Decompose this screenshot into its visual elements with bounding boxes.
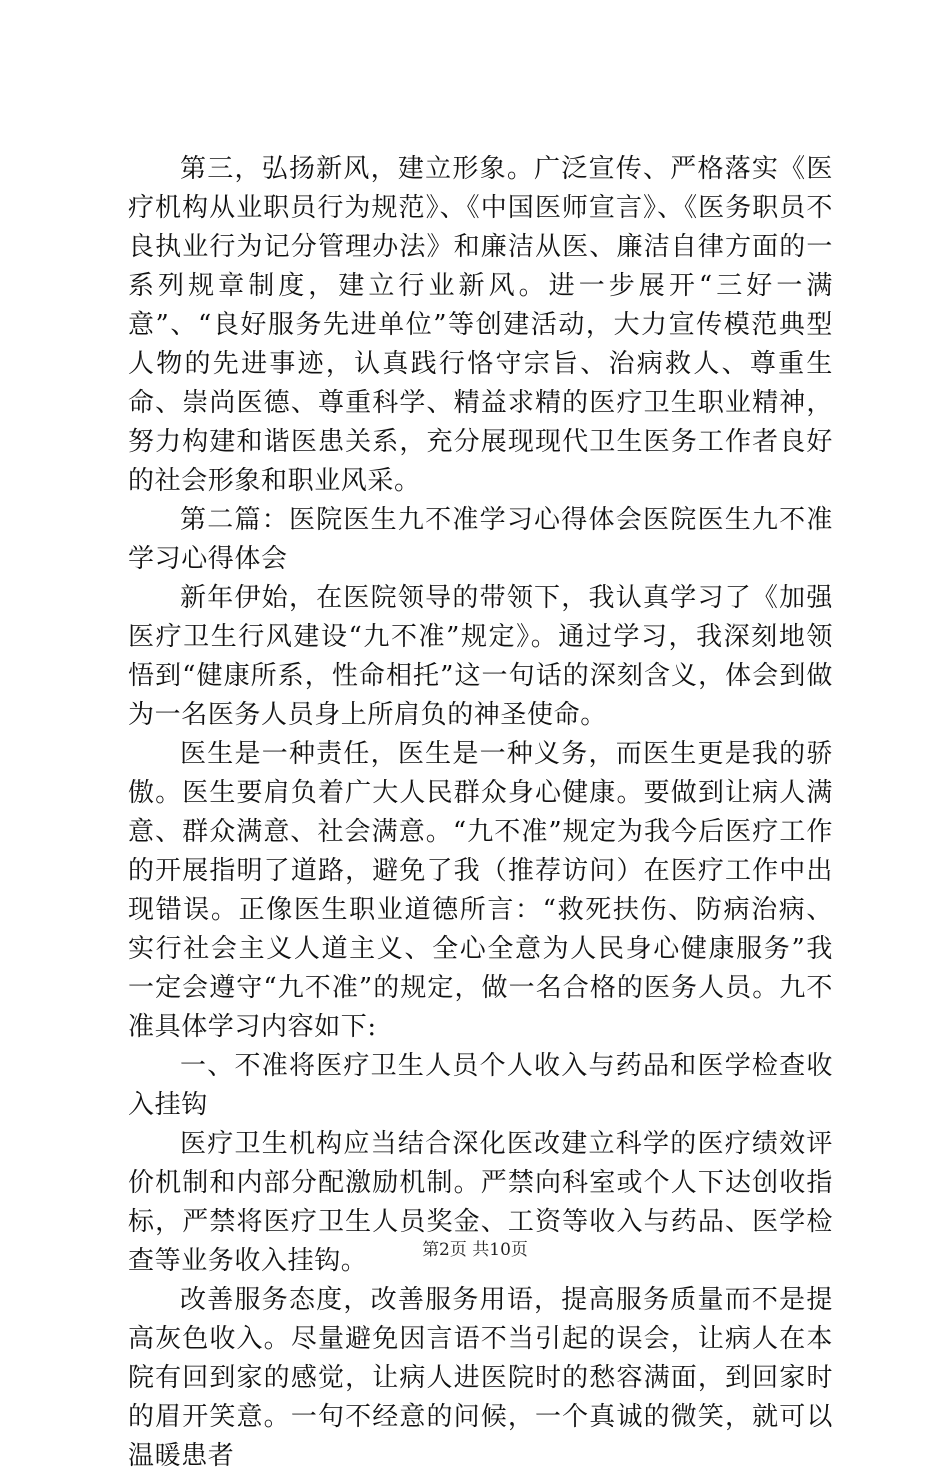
paragraph-new-year-study: 新年伊始，在医院领导的带领下，我认真学习了《加强医疗卫生行风建设“九不准”规定》。通过学习，我深刻地领悟到“健康所系，性命相托”这一句话的深刻含义，体会到做为一名医务人员身上所肩负的神圣使命。: [128, 583, 833, 730]
paragraph-doctor-responsibility: 医生是一种责任，医生是一种义务，而医生更是我的骄傲。医生要肩负着广大人民群众身心健康。要做到让病人满意、群众满意、社会满意。“九不准”规定为我今后医疗工作的开展指明了道路，避免了我（推荐访问）在医疗工作中出现错误。正像医生职业道德所言：“救死扶伤、防病治病、实行社会主义人道主义、全心全意为人民身心健康服务”我一定会遵守“九不准”的规定，做一名合格的医务人员。九不准具体学习内容如下:: [128, 739, 833, 1042]
page-footer: 第2页 共10页: [422, 1240, 528, 1260]
document-body: [128, 150, 833, 1476]
paragraph-service-attitude: 改善服务态度，改善服务用语，提高服务质量而不是提高灰色收入。尽量避免因言语不当引起的误会，让病人在本院有回到家的感觉，让病人进医院时的愁容满面，到回家时的眉开笑意。一句不经意的问候，一个真诚的微笑，就可以温暖患者: [128, 1285, 833, 1471]
paragraph-rule-one-heading: 一、不准将医疗卫生人员个人收入与药品和医学检查收入挂钩: [128, 1051, 833, 1120]
paragraph-rule-one-detail: 医疗卫生机构应当结合深化医改建立科学的医疗绩效评价机制和内部分配激励机制。严禁向科室或个人下达创收指标，严禁将医疗卫生人员奖金、工资等收入与药品、医学检查等业务收入挂钩。: [128, 1129, 833, 1276]
paragraph-chapter-two-title: 第二篇：医院医生九不准学习心得体会医院医生九不准学习心得体会: [128, 505, 833, 574]
paragraph-section-three: 第三，弘扬新风，建立形象。广泛宣传、严格落实《医疗机构从业职员行为规范》、《中国医师宣言》、《医务职员不良执业行为记分管理办法》和廉洁从医、廉洁自律方面的一系列规章制度，建立行业新风。进一步展开“三好一满意”、“良好服务先进单位”等创建活动，大力宣传模范典型人物的先进事迹，认真践行恪守宗旨、治病救人、尊重生命、崇尚医德、尊重科学、精益求精的医疗卫生职业精神，努力构建和谐医患关系，充分展现现代卫生医务工作者良好的社会形象和职业风采。: [128, 154, 833, 496]
